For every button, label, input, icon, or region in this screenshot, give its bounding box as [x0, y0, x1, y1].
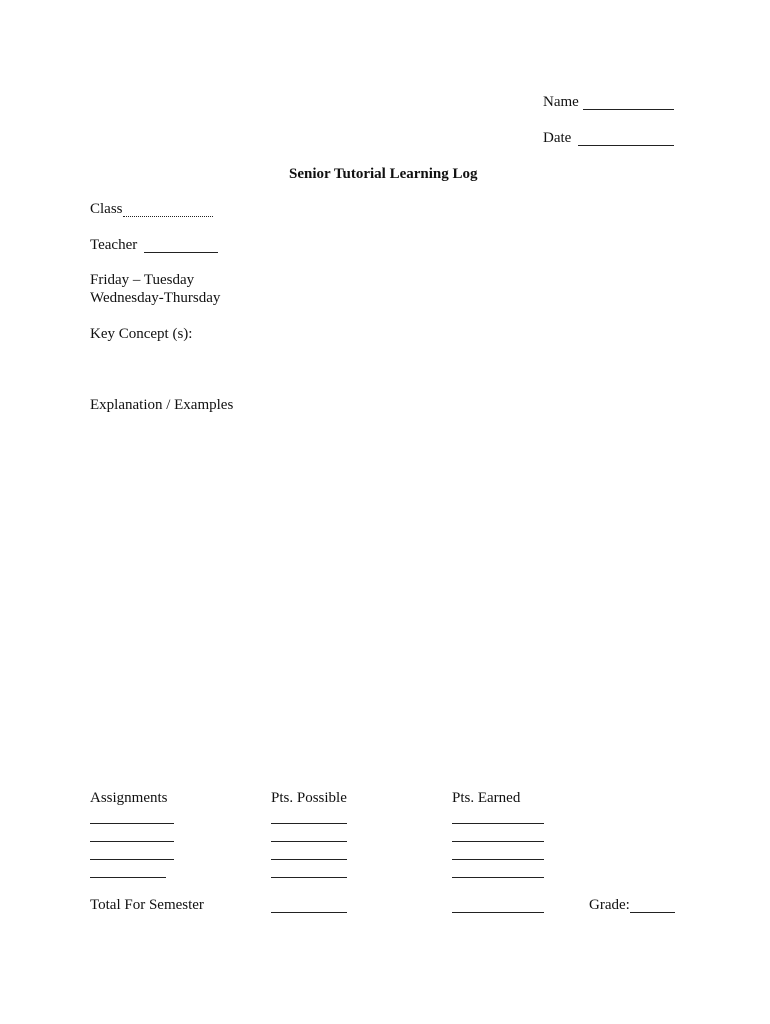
total-pts-earned-blank-line[interactable]	[452, 912, 544, 913]
key-concept-label: Key Concept (s):	[90, 326, 193, 342]
days-line-1: Friday – Tuesday	[90, 272, 195, 288]
pts-possible-blank-line[interactable]	[271, 877, 347, 878]
assignment-blank-line[interactable]	[90, 877, 166, 878]
total-pts-possible-blank-line[interactable]	[271, 912, 347, 913]
teacher-label: Teacher	[90, 237, 138, 253]
assignments-header: Assignments	[90, 790, 168, 806]
pts-earned-blank-line[interactable]	[452, 877, 544, 878]
grade-label: Grade:	[589, 897, 630, 913]
name-label: Name	[543, 94, 579, 110]
assignment-blank-line[interactable]	[90, 841, 174, 842]
class-label: Class	[90, 201, 123, 217]
days-line-2: Wednesday-Thursday	[90, 290, 221, 306]
pts-earned-blank-line[interactable]	[452, 823, 544, 824]
date-label: Date	[543, 130, 572, 146]
pts-possible-blank-line[interactable]	[271, 823, 347, 824]
page-title: Senior Tutorial Learning Log	[289, 166, 478, 182]
class-blank-line[interactable]	[123, 216, 213, 217]
teacher-blank-line[interactable]	[144, 252, 218, 253]
explanation-label: Explanation / Examples	[90, 397, 234, 413]
grade-blank-line[interactable]	[630, 912, 675, 913]
name-blank-line[interactable]	[583, 109, 674, 110]
pts-earned-blank-line[interactable]	[452, 859, 544, 860]
pts-possible-blank-line[interactable]	[271, 859, 347, 860]
date-blank-line[interactable]	[578, 145, 674, 146]
total-for-semester-label: Total For Semester	[90, 897, 204, 913]
pts-earned-blank-line[interactable]	[452, 841, 544, 842]
assignment-blank-line[interactable]	[90, 859, 174, 860]
pts-possible-header: Pts. Possible	[271, 790, 347, 806]
pts-possible-blank-line[interactable]	[271, 841, 347, 842]
assignment-blank-line[interactable]	[90, 823, 174, 824]
pts-earned-header: Pts. Earned	[452, 790, 521, 806]
